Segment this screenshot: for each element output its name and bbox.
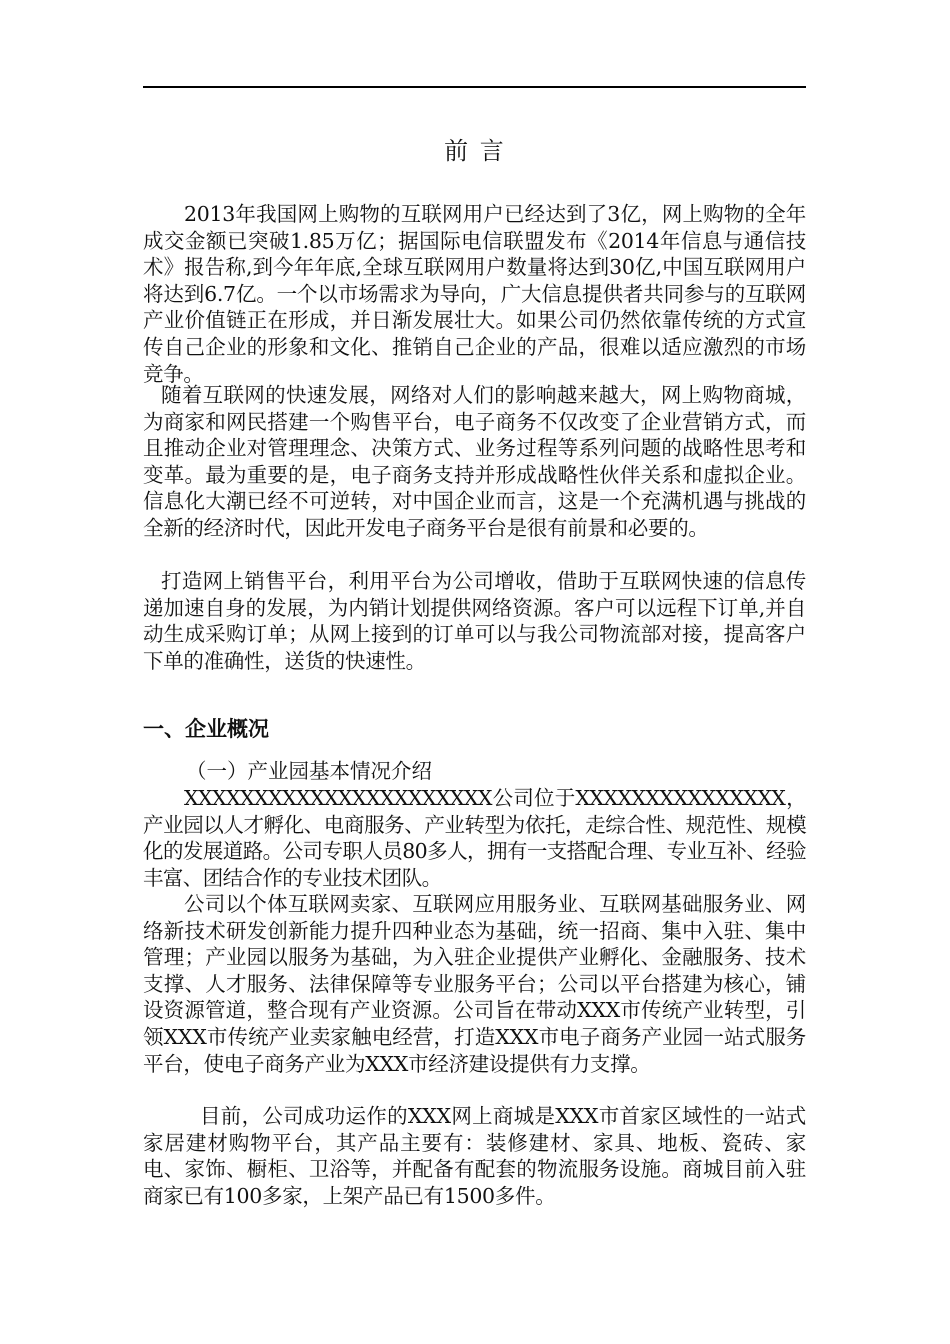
- page-title: 前 言: [444, 137, 506, 165]
- preface-paragraph-2: 随着互联网的快速发展，网络对人们的影响越来越大，网上购物商城，为商家和网民搭建一个购售平台，电子商务不仅改变了企业营销方式，而且推动企业对管理理念、决策方式、业务过程等系列问题的战略性思考和变革。最为重要的是，电子商务支持并形成战略性伙伴关系和虚拟企业。信息化大潮已经不可逆转，对中国企业而言，这是一个充满机遇与挑战的全新的经济时代，因此开发电子商务平台是很有前景和必要的。: [143, 383, 806, 540]
- overview-paragraph-3: 目前，公司成功运作的XXX网上商城是XXX市首家区域性的一站式家居建材购物平台，其产品主要有：装修建材、家具、地板、瓷砖、家电、家饰、橱柜、卫浴等，并配备有配套的物流服务设施。商城目前入驻商家已有100多家，上架产品已有1500多件。: [143, 1104, 806, 1208]
- preface-paragraph-3: 打造网上销售平台，利用平台为公司增收，借助于互联网快速的信息传递加速自身的发展，为内销计划提供网络资源。客户可以远程下订单,并自动生成采购订单；从网上接到的订单可以与我公司物流部对接，提高客户下单的准确性，送货的快速性。: [143, 569, 806, 673]
- section-heading-enterprise-overview: 一、企业概况: [143, 717, 269, 741]
- header-rule: [143, 86, 806, 88]
- preface-paragraph-1: 2013年我国网上购物的互联网用户已经达到了3亿，网上购物的全年成交金额已突破1.85万亿；据国际电信联盟发布《2014年信息与通信技术》报告称,到今年年底,全球互联网用户数量将达到30亿,中国互联网用户将达到6.7亿。一个以市场需求为导向，广大信息提供者共同参与的互联网产业价值链正在形成，并日渐发展壮大。如果公司仍然依靠传统的方式宣传自己企业的形象和文化、推销自己企业的产品，很难以适应激烈的市场竞争。: [143, 202, 806, 386]
- subsection-heading-park-intro: （一）产业园基本情况介绍: [186, 759, 432, 783]
- overview-paragraph-2: 公司以个体互联网卖家、互联网应用服务业、互联网基础服务业、网络新技术研发创新能力提升四种业态为基础，统一招商、集中入驻、集中管理；产业园以服务为基础，为入驻企业提供产业孵化、金融服务、技术支撑、人才服务、法律保障等专业服务平台；公司以平台搭建为核心，铺设资源管道，整合现有产业资源。公司旨在带动XXX市传统产业转型，引领XXX市传统产业卖家触电经营，打造XXX市电子商务产业园一站式服务平台，使电子商务产业为XXX市经济建设提供有力支撑。: [143, 892, 806, 1076]
- overview-paragraph-1: XXXXXXXXXXXXXXXXXXXXXX公司位于XXXXXXXXXXXXXXX，产业园以人才孵化、电商服务、产业转型为依托，走综合性、规范性、规模化的发展道路。公司专职人员80多人，拥有一支搭配合理、专业互补、经验丰富、团结合作的专业技术团队。: [143, 786, 806, 890]
